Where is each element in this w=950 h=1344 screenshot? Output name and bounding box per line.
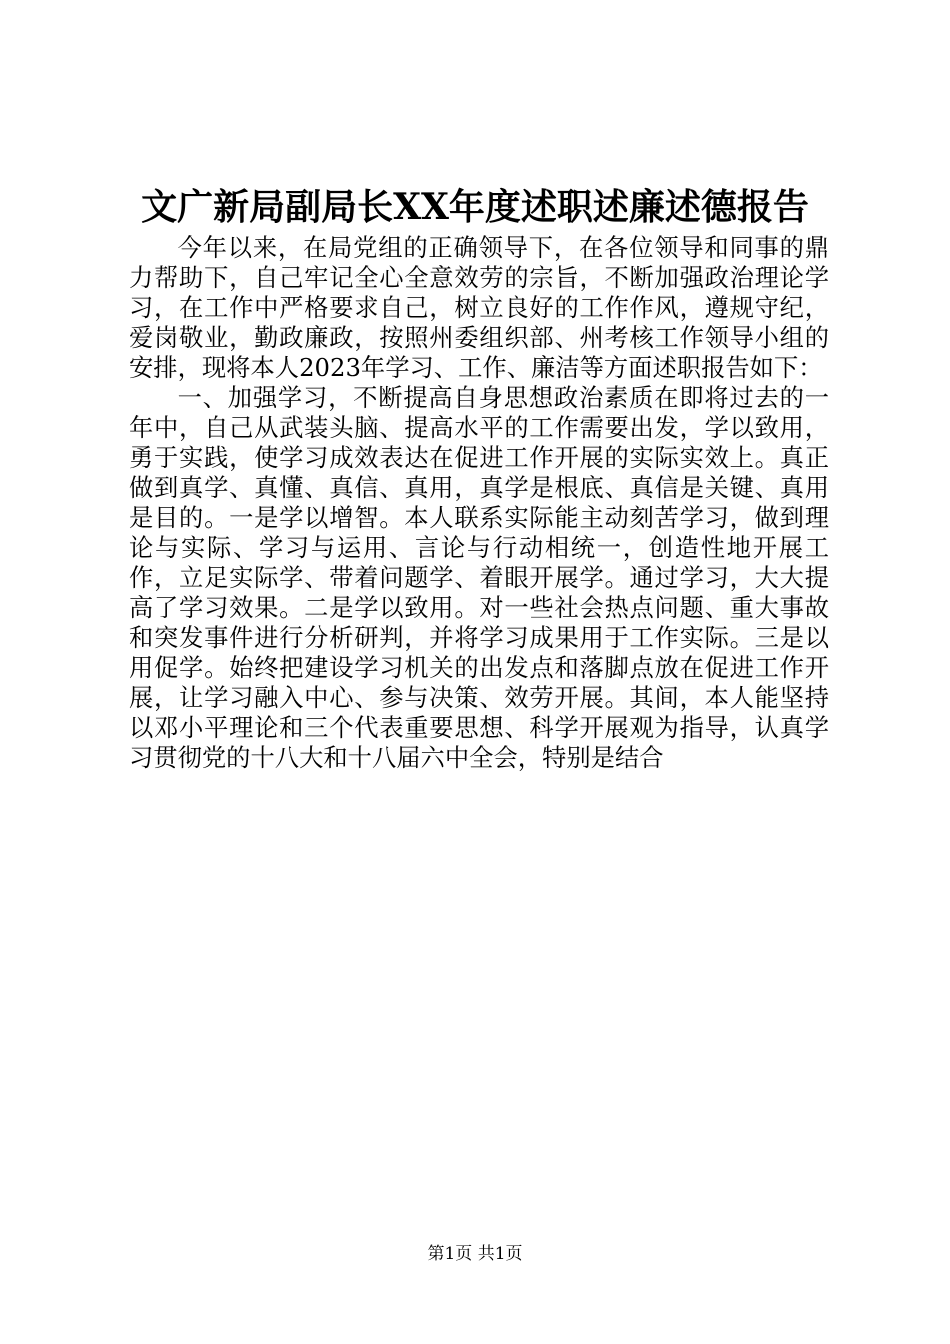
page-footer: 第1页 共1页 bbox=[427, 1244, 523, 1264]
document-body bbox=[129, 233, 829, 773]
paragraph-intro: 今年以来，在局党组的正确领导下，在各位领导和同事的鼎力帮助下，自己牢记全心全意效劳的宗旨，不断加强政治理论学习，在工作中严格要求自己，树立良好的工作作风，遵规守纪，爱岗敬业，勤政廉政，按照州委组织部、州考核工作领导小组的安排，现将本人2023年学习、工作、廉洁等方面述职报告如下： bbox=[129, 233, 829, 382]
paragraph-study: 一、加强学习，不断提高自身思想政治素质在即将过去的一年中，自己从武装头脑、提高水平的工作需要出发，学以致用，勇于实践，使学习成效表达在促进工作开展的实际实效上。真正做到真学、真懂、真信、真用，真学是根底、真信是关键、真用是目的。一是学以增智。本人联系实际能主动刻苦学习，做到理论与实际、学习与运用、言论与行动相统一，创造性地开展工作，立足实际学、带着问题学、着眼开展学。通过学习，大大提高了学习效果。二是学以致用。对一些社会热点问题、重大事故和突发事件进行分析研判，并将学习成果用于工作实际。三是以用促学。始终把建设学习机关的出发点和落脚点放在促进工作开展，让学习融入中心、参与决策、效劳开展。其间，本人能坚持以邓小平理论和三个代表重要思想、科学开展观为指导，认真学习贯彻党的十八大和十八届六中全会，特别是结合 bbox=[129, 383, 829, 772]
document-title: 文广新局副局长XX年度述职述廉述德报告 bbox=[141, 186, 809, 228]
